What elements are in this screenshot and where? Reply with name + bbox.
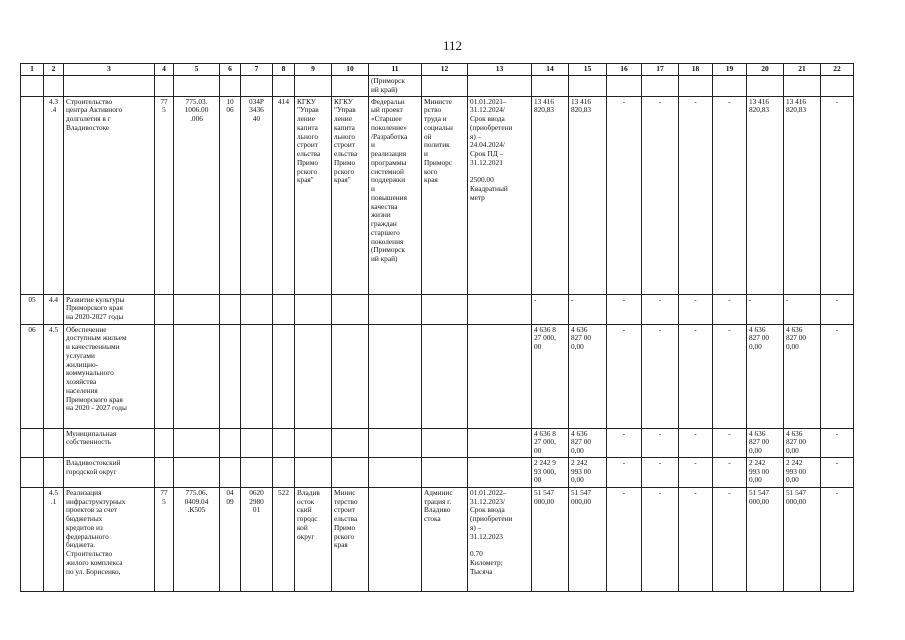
cell-col-15 [569,76,607,97]
cell-col-3: Обеспечение доступным жильем и качественными услугами жилищно- коммунального хозяйства населения Приморского края на 2020 - 2027 годы [64,324,155,428]
cell-col-8: 522 [273,487,295,591]
cell-col-2 [44,457,64,487]
cell-col-22: - [821,96,854,294]
budget-table [20,63,854,592]
cell-col-4 [155,428,174,457]
cell-col-10 [332,324,369,428]
cell-col-18: - [679,96,713,294]
cell-col-17: - [642,324,679,428]
cell-col-1: 05 [21,294,44,324]
cell-col-12 [422,324,468,428]
table-row [21,487,854,591]
cell-col-5 [174,457,220,487]
cell-col-2 [44,76,64,97]
column-header-8: 8 [273,64,295,76]
cell-col-5 [174,294,220,324]
cell-col-20: 13 416 820,83 [747,96,784,294]
cell-col-11 [369,294,422,324]
column-header-2: 2 [44,64,64,76]
header-row [21,64,854,76]
cell-col-21: 51 547 000,00 [784,487,821,591]
table-body [21,76,854,592]
cell-col-7 [241,294,273,324]
cell-col-14 [532,76,569,97]
cell-col-19: - [713,457,747,487]
cell-col-1 [21,76,44,97]
cell-col-19: - [713,324,747,428]
cell-col-21 [784,76,821,97]
cell-col-16: - [607,294,642,324]
cell-col-18: - [679,457,713,487]
cell-col-20 [747,76,784,97]
cell-col-1 [21,457,44,487]
cell-col-16: - [607,487,642,591]
cell-col-3: Муниципальная собственность [64,428,155,457]
cell-col-11 [369,487,422,591]
cell-col-18: - [679,487,713,591]
cell-col-6: 10 06 [220,96,241,294]
table-row [21,76,854,97]
cell-col-8 [273,76,295,97]
cell-col-18: - [679,428,713,457]
column-header-6: 6 [220,64,241,76]
cell-col-15: 4 636 827 00 0,00 [569,428,607,457]
table-row [21,294,854,324]
column-header-19: 19 [713,64,747,76]
cell-col-8: 414 [273,96,295,294]
cell-col-4 [155,294,174,324]
table-row [21,428,854,457]
cell-col-22: - [821,457,854,487]
cell-col-7 [241,428,273,457]
cell-col-19: - [713,96,747,294]
cell-col-18 [679,76,713,97]
cell-col-15: 2 242 993 00 0,00 [569,457,607,487]
cell-col-18: - [679,294,713,324]
cell-col-1 [21,96,44,294]
cell-col-4 [155,457,174,487]
table-row [21,96,854,294]
cell-col-14: 51 547 000,00 [532,487,569,591]
cell-col-6 [220,324,241,428]
cell-col-6 [220,76,241,97]
cell-col-16: - [607,96,642,294]
column-header-5: 5 [174,64,220,76]
cell-col-9 [295,294,332,324]
cell-col-19: - [713,428,747,457]
cell-col-6 [220,457,241,487]
cell-col-14: 2 242 9 93 000, 00 [532,457,569,487]
cell-col-20: 2 242 993 00 0,00 [747,457,784,487]
column-header-20: 20 [747,64,784,76]
cell-col-5: 775.03. 1006.00 .006 [174,96,220,294]
cell-col-14: - [532,294,569,324]
cell-col-13: 01.01.2021– 31.12.2024/ Срок ввода (приобретени я) – 24.04.2024/ Срок ПД – 31.12.2021 2500.00 Квадратный метр [468,96,532,294]
cell-col-5 [174,428,220,457]
cell-col-21: - [784,294,821,324]
cell-col-21: 13 416 820,83 [784,96,821,294]
column-header-14: 14 [532,64,569,76]
column-header-1: 1 [21,64,44,76]
cell-col-4: 77 5 [155,487,174,591]
cell-col-2: 4.5 .1 [44,487,64,591]
cell-col-11: (Приморск ий край) [369,76,422,97]
cell-col-9 [295,324,332,428]
cell-col-10: КГКУ "Управ ление капита льного строит ельства Примо рского края" [332,96,369,294]
cell-col-15: 4 636 827 00 0,00 [569,324,607,428]
cell-col-10 [332,294,369,324]
cell-col-14: 4 636 8 27 000, 00 [532,428,569,457]
cell-col-19 [713,76,747,97]
cell-col-12 [422,76,468,97]
cell-col-10 [332,457,369,487]
cell-col-4 [155,76,174,97]
cell-col-12 [422,294,468,324]
cell-col-16: - [607,428,642,457]
cell-col-1 [21,487,44,591]
column-header-11: 11 [369,64,422,76]
cell-col-22: - [821,324,854,428]
cell-col-9 [295,76,332,97]
cell-col-12: Министе рство труда и социальн ой политик и Приморс кого края [422,96,468,294]
column-header-10: 10 [332,64,369,76]
column-header-15: 15 [569,64,607,76]
cell-col-2: 4.4 [44,294,64,324]
cell-col-22: - [821,294,854,324]
cell-col-5: 775.06. 0409.04 .К505 [174,487,220,591]
cell-col-7 [241,76,273,97]
cell-col-17 [642,76,679,97]
cell-col-17: - [642,96,679,294]
cell-col-22: - [821,428,854,457]
cell-col-1: 06 [21,324,44,428]
cell-col-10 [332,428,369,457]
cell-col-5 [174,76,220,97]
cell-col-6: 04 09 [220,487,241,591]
column-header-13: 13 [468,64,532,76]
cell-col-13 [468,324,532,428]
table-row [21,324,854,428]
cell-col-14: 13 416 820,83 [532,96,569,294]
cell-col-21: 4 636 827 00 0,00 [784,428,821,457]
cell-col-20: - [747,294,784,324]
cell-col-10: Минис терство строит ельства Примо рского края [332,487,369,591]
cell-col-12: Админис трация г. Владиво стока [422,487,468,591]
cell-col-3: Строительство центра Активного долголетия в г Владивостоке [64,96,155,294]
cell-col-4: 77 5 [155,96,174,294]
cell-col-2: 4.5 [44,324,64,428]
cell-col-3: Владивостокский городской округ [64,457,155,487]
cell-col-7 [241,324,273,428]
cell-col-16: - [607,324,642,428]
cell-col-11 [369,428,422,457]
cell-col-7: 0620 2980 01 [241,487,273,591]
table-row [21,457,854,487]
cell-col-8 [273,428,295,457]
cell-col-4 [155,324,174,428]
cell-col-3: Реализация инфраструктурных проектов за счет бюджетных кредитов из федерального бюджета. Строительство жилого комплекса по ул. Борисенко, [64,487,155,591]
cell-col-13: 01.01.2022– 31.12.2023/ Срок ввода (приобретени я) – 31.12.2023 0.70 Километр; Тысяча [468,487,532,591]
cell-col-22 [821,76,854,97]
cell-col-10 [332,76,369,97]
cell-col-22: - [821,487,854,591]
cell-col-20: 51 547 000,00 [747,487,784,591]
cell-col-17: - [642,487,679,591]
cell-col-6 [220,294,241,324]
cell-col-20: 4 636 827 00 0,00 [747,428,784,457]
cell-col-5 [174,324,220,428]
cell-col-2 [44,428,64,457]
cell-col-12 [422,457,468,487]
cell-col-9: КГКУ "Управ ление капита льного строит ельства Примо рского края" [295,96,332,294]
column-header-12: 12 [422,64,468,76]
cell-col-9: Владив осток ский городс кой округ [295,487,332,591]
column-header-17: 17 [642,64,679,76]
cell-col-18: - [679,324,713,428]
cell-col-20: 4 636 827 00 0,00 [747,324,784,428]
cell-col-17: - [642,457,679,487]
cell-col-14: 4 636 8 27 000, 00 [532,324,569,428]
column-header-9: 9 [295,64,332,76]
cell-col-17: - [642,294,679,324]
cell-col-19: - [713,294,747,324]
cell-col-7 [241,457,273,487]
cell-col-8 [273,294,295,324]
cell-col-15: 13 416 820,83 [569,96,607,294]
column-header-21: 21 [784,64,821,76]
cell-col-21: 4 636 827 00 0,00 [784,324,821,428]
page-number: 112 [442,38,463,53]
cell-col-8 [273,457,295,487]
cell-col-8 [273,324,295,428]
cell-col-16 [607,76,642,97]
cell-col-13 [468,76,532,97]
cell-col-7: 034Р 3436 40 [241,96,273,294]
cell-col-21: 2 242 993 00 0,00 [784,457,821,487]
cell-col-11: Федеральн ый проект «Старшее поколение» /Разработка и реализация программы системной поддержки и повышения качества жизни граждан старшего поколения (Приморск ий край) [369,96,422,294]
cell-col-11 [369,457,422,487]
cell-col-9 [295,428,332,457]
cell-col-17: - [642,428,679,457]
cell-col-3: Развитие культуры Приморского края на 2020-2027 годы [64,294,155,324]
column-header-18: 18 [679,64,713,76]
cell-col-15: - [569,294,607,324]
cell-col-13 [468,457,532,487]
cell-col-13 [468,294,532,324]
column-header-7: 7 [241,64,273,76]
cell-col-3 [64,76,155,97]
cell-col-6 [220,428,241,457]
cell-col-15: 51 547 000,00 [569,487,607,591]
cell-col-16: - [607,457,642,487]
cell-col-2: 4.3 .4 [44,96,64,294]
cell-col-11 [369,324,422,428]
column-header-4: 4 [155,64,174,76]
cell-col-19: - [713,487,747,591]
cell-col-9 [295,457,332,487]
column-header-22: 22 [821,64,854,76]
column-header-16: 16 [607,64,642,76]
cell-col-13 [468,428,532,457]
column-header-3: 3 [64,64,155,76]
cell-col-12 [422,428,468,457]
cell-col-1 [21,428,44,457]
